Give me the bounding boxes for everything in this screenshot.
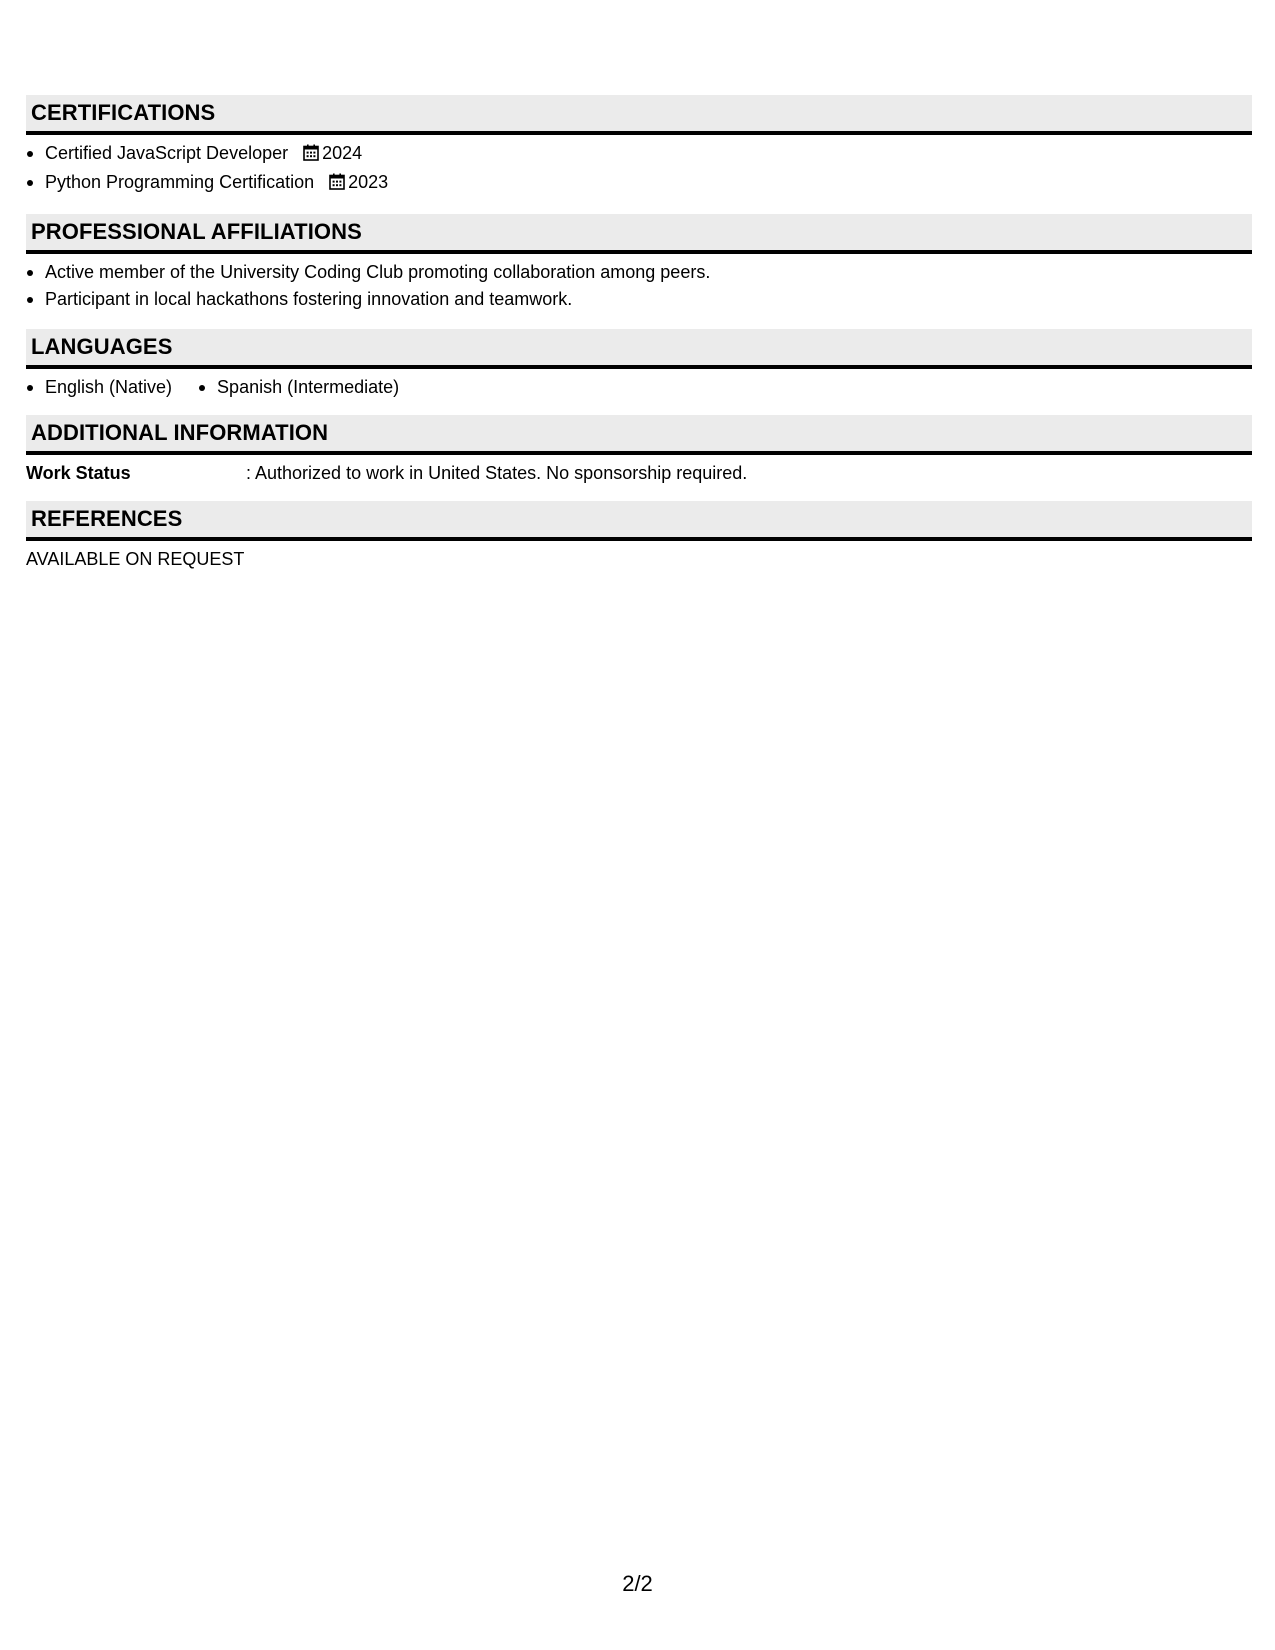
section-header [26, 501, 1252, 541]
section-title: ADDITIONAL INFORMATION [31, 420, 329, 445]
languages-section [26, 329, 1252, 401]
section-title: LANGUAGES [31, 334, 173, 359]
section-title: REFERENCES [31, 506, 183, 531]
languages-body [26, 369, 1252, 401]
work-status-value: : Authorized to work in United States. No sponsorship required. [246, 463, 748, 483]
section-title: CERTIFICATIONS [31, 100, 216, 125]
languages-list [26, 374, 1252, 401]
affiliations-section [26, 214, 1252, 313]
certification-year: 2023 [348, 172, 389, 192]
certification-name: Python Programming Certification [45, 172, 315, 192]
language-item: Spanish (Intermediate) [198, 374, 399, 401]
section-header [26, 415, 1252, 455]
section-header [26, 95, 1252, 135]
references-section [26, 501, 1252, 573]
certifications-section [26, 95, 1252, 198]
section-header [26, 329, 1252, 369]
section-header [26, 214, 1252, 254]
certifications-list [26, 140, 1252, 198]
section-title: PROFESSIONAL AFFILIATIONS [31, 219, 362, 244]
calendar-icon [303, 142, 319, 169]
references-text: AVAILABLE ON REQUEST [26, 549, 245, 569]
certification-name: Certified JavaScript Developer [45, 143, 289, 163]
affiliations-body [26, 254, 1252, 313]
work-status-row [26, 460, 1252, 487]
certification-item [26, 140, 1252, 169]
affiliation-item: Participant in local hackathons fostering innovation and teamwork. [26, 286, 1252, 313]
work-status-label: Work Status [26, 463, 131, 483]
affiliation-item: Active member of the University Coding Club promoting collaboration among peers. [26, 259, 1252, 286]
resume-page [26, 95, 1252, 573]
certification-year: 2024 [322, 143, 363, 163]
page-number: 2/2 [622, 1571, 653, 1596]
references-body [26, 541, 1252, 573]
additional-info-section [26, 415, 1252, 487]
language-item: English (Native) [26, 374, 172, 401]
certifications-body [26, 135, 1252, 198]
certification-item [26, 169, 1252, 198]
affiliations-list [26, 259, 1252, 313]
additional-info-body [26, 455, 1252, 487]
calendar-icon [329, 171, 345, 198]
